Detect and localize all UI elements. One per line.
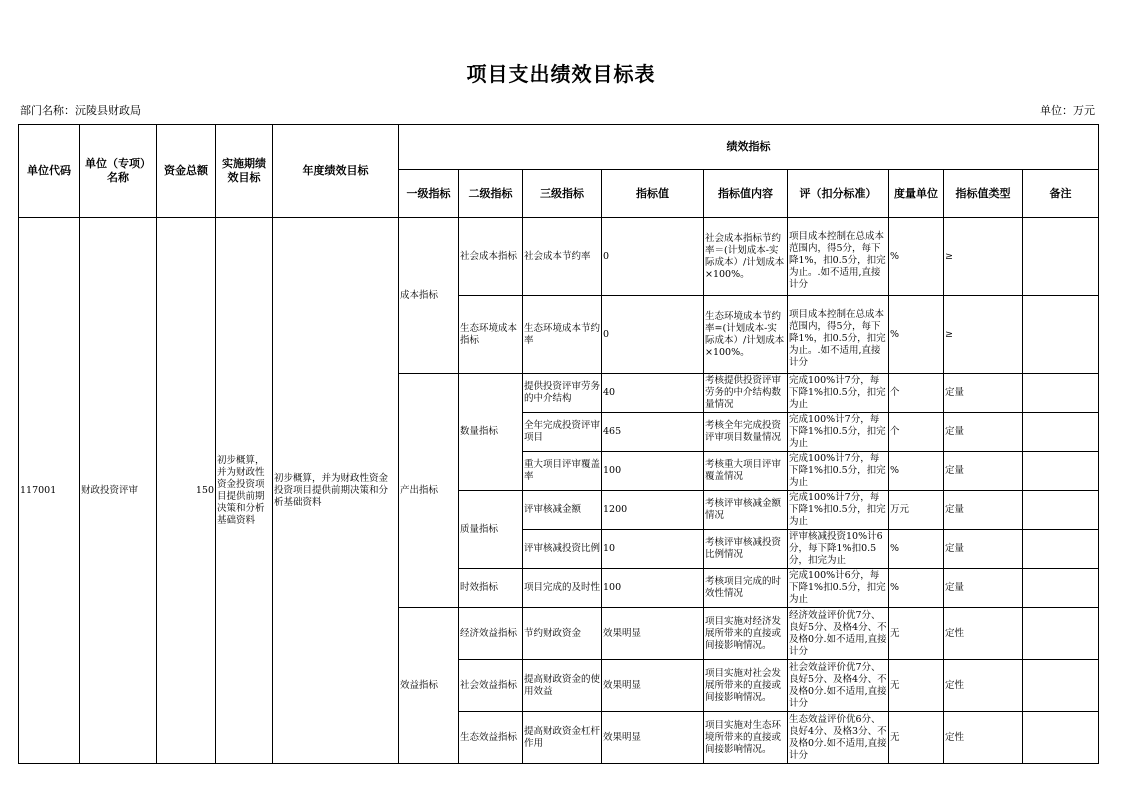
project-code: 117001 — [19, 218, 80, 764]
performance-target-table — [18, 124, 1099, 764]
row-value: 465 — [602, 413, 704, 452]
row-level3: 社会成本节约率 — [523, 218, 602, 296]
row-unit: 无 — [889, 660, 944, 712]
row-level3: 评审核减投资比例 — [523, 530, 602, 569]
row-score: 生态效益评价优6分、良好4分、及格3分、不及格0分.如不适用,直接计分 — [788, 712, 889, 764]
row-content: 考核评审核减投资比例情况 — [704, 530, 788, 569]
header-perf-indicators: 绩效指标 — [399, 125, 1099, 170]
row-level3: 提供投资评审劳务的中介结构 — [523, 374, 602, 413]
row-value: 100 — [602, 452, 704, 491]
row-content: 考核全年完成投资评审项目数量情况 — [704, 413, 788, 452]
header-level1: 一级指标 — [399, 170, 459, 218]
row-unit: 个 — [889, 413, 944, 452]
level1-cost: 成本指标 — [399, 218, 459, 374]
row-value: 0 — [602, 296, 704, 374]
level2-quantity: 数量指标 — [459, 374, 523, 491]
header-total-funds: 资金总额 — [157, 125, 216, 218]
row-content: 考核项目完成的时效性情况 — [704, 569, 788, 608]
level1-benefit: 效益指标 — [399, 608, 459, 764]
level2-economic-benefit: 经济效益指标 — [459, 608, 523, 660]
table-row — [19, 218, 1099, 296]
project-amount: 150 — [157, 218, 216, 764]
row-unit: % — [889, 530, 944, 569]
row-level3: 生态环境成本节约率 — [523, 296, 602, 374]
row-remark — [1023, 530, 1099, 569]
header-score-standard: 评（扣分标准） — [788, 170, 889, 218]
row-unit: 无 — [889, 608, 944, 660]
level2-eco-cost: 生态环境成本指标 — [459, 296, 523, 374]
row-value: 10 — [602, 530, 704, 569]
row-value: 效果明显 — [602, 660, 704, 712]
row-value: 效果明显 — [602, 608, 704, 660]
header-measure-unit: 度量单位 — [889, 170, 944, 218]
row-value: 0 — [602, 218, 704, 296]
row-level3: 项目完成的及时性 — [523, 569, 602, 608]
row-unit: % — [889, 452, 944, 491]
row-value: 1200 — [602, 491, 704, 530]
row-remark — [1023, 296, 1099, 374]
row-type: 定量 — [944, 413, 1023, 452]
row-level3: 提高财政资金杠杆作用 — [523, 712, 602, 764]
row-remark — [1023, 218, 1099, 296]
row-type: ≥ — [944, 218, 1023, 296]
row-type: 定性 — [944, 608, 1023, 660]
row-level3: 提高财政资金的使用效益 — [523, 660, 602, 712]
row-value: 40 — [602, 374, 704, 413]
project-name: 财政投资评审 — [80, 218, 157, 764]
row-unit: 个 — [889, 374, 944, 413]
header-impl-goal: 实施期绩效目标 — [216, 125, 273, 218]
row-remark — [1023, 608, 1099, 660]
row-level3: 全年完成投资评审项目 — [523, 413, 602, 452]
row-score: 完成100%计7分，每下降1%扣0.5分，扣完为止 — [788, 374, 889, 413]
department-label: 部门名称：沅陵县财政局 — [20, 104, 141, 117]
row-score: 项目成本控制在总成本范围内，得5分，每下降1%，扣0.5分，扣完为止。.如不适用,直接计分 — [788, 218, 889, 296]
header-remark: 备注 — [1023, 170, 1099, 218]
project-annual-goal: 初步概算，并为财政性资金投资项目提供前期决策和分析基础资料 — [273, 218, 399, 764]
header-unit-name: 单位（专项）名称 — [80, 125, 157, 218]
row-score: 完成100%计6分，每下降1%扣0.5分，扣完为止 — [788, 569, 889, 608]
row-score: 完成100%计7分，每下降1%扣0.5分，扣完为止 — [788, 491, 889, 530]
level2-quality: 质量指标 — [459, 491, 523, 569]
row-value: 效果明显 — [602, 712, 704, 764]
row-value: 100 — [602, 569, 704, 608]
level2-social-cost: 社会成本指标 — [459, 218, 523, 296]
header-unit-code: 单位代码 — [19, 125, 80, 218]
level2-social-benefit: 社会效益指标 — [459, 660, 523, 712]
row-type: 定量 — [944, 374, 1023, 413]
row-content: 生态环境成本节约率=(计划成本-实际成本）/计划成本×100%。 — [704, 296, 788, 374]
unit-label: 单位：万元 — [1040, 104, 1095, 117]
row-remark — [1023, 452, 1099, 491]
header-annual-goal: 年度绩效目标 — [273, 125, 399, 218]
row-content: 考核重大项目评审覆盖情况 — [704, 452, 788, 491]
header-value-content: 指标值内容 — [704, 170, 788, 218]
level1-output: 产出指标 — [399, 374, 459, 608]
header-value: 指标值 — [602, 170, 704, 218]
row-content: 项目实施对生态环境所带来的直接或间接影响情况。 — [704, 712, 788, 764]
row-score: 评审核减投资10%计6分，每下降1%扣0.5分，扣完为止 — [788, 530, 889, 569]
row-type: ≥ — [944, 296, 1023, 374]
row-unit: % — [889, 218, 944, 296]
level2-eco-benefit: 生态效益指标 — [459, 712, 523, 764]
level2-timeliness: 时效指标 — [459, 569, 523, 608]
row-remark — [1023, 569, 1099, 608]
row-unit: % — [889, 569, 944, 608]
row-remark — [1023, 413, 1099, 452]
row-unit: 无 — [889, 712, 944, 764]
row-content: 考核提供投资评审劳务的中介结构数量情况 — [704, 374, 788, 413]
row-remark — [1023, 491, 1099, 530]
row-type: 定量 — [944, 569, 1023, 608]
row-level3: 评审核减金额 — [523, 491, 602, 530]
row-level3: 重大项目评审覆盖率 — [523, 452, 602, 491]
row-type: 定量 — [944, 491, 1023, 530]
row-unit: % — [889, 296, 944, 374]
row-remark — [1023, 374, 1099, 413]
row-type: 定量 — [944, 530, 1023, 569]
header-level2: 二级指标 — [459, 170, 523, 218]
row-score: 完成100%计7分，每下降1%扣0.5分，扣完为止 — [788, 452, 889, 491]
row-unit: 万元 — [889, 491, 944, 530]
row-score: 项目成本控制在总成本范围内，得5分，每下降1%，扣0.5分，扣完为止。.如不适用,直接计分 — [788, 296, 889, 374]
row-score: 经济效益评价优7分、良好5分、及格4分、不及格0分.如不适用,直接计分 — [788, 608, 889, 660]
row-remark — [1023, 660, 1099, 712]
row-content: 考核评审核减金额情况 — [704, 491, 788, 530]
row-content: 项目实施对经济发展所带来的直接或间接影响情况。 — [704, 608, 788, 660]
header-level3: 三级指标 — [523, 170, 602, 218]
row-content: 项目实施对社会发展所带来的直接或间接影响情况。 — [704, 660, 788, 712]
page-title: 项目支出绩效目标表 — [466, 62, 656, 86]
row-score: 社会效益评价优7分、良好5分、及格4分、不及格0分.如不适用,直接计分 — [788, 660, 889, 712]
row-score: 完成100%计7分，每下降1%扣0.5分，扣完为止 — [788, 413, 889, 452]
row-type: 定量 — [944, 452, 1023, 491]
row-content: 社会成本指标节约率＝(计划成本-实际成本）/计划成本×100%。 — [704, 218, 788, 296]
header-value-type: 指标值类型 — [944, 170, 1023, 218]
row-level3: 节约财政资金 — [523, 608, 602, 660]
row-type: 定性 — [944, 712, 1023, 764]
row-type: 定性 — [944, 660, 1023, 712]
project-impl-goal: 初步概算，并为财政性资金投资项目提供前期决策和分析基础资料 — [216, 218, 273, 764]
row-remark — [1023, 712, 1099, 764]
